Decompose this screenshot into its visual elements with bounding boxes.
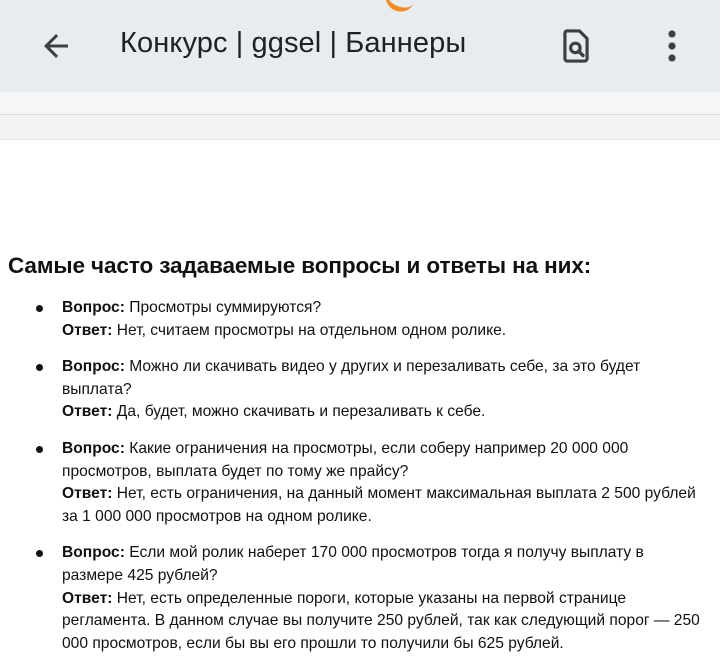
faq-item: [0, 438, 720, 528]
back-arrow-icon: [38, 28, 74, 64]
faq-list: [0, 297, 720, 669]
answer-text: Нет, есть ограничения, на данный момент максимальная выплата 2 500 рублей за 1 000 000 просмотров на одном ролике.: [62, 485, 696, 525]
more-vert-icon: [666, 28, 678, 64]
question-text: Просмотры суммируются?: [129, 299, 322, 316]
question-label: Вопрос:: [62, 544, 125, 562]
app-bar: [0, 0, 720, 92]
answer-label: Ответ:: [62, 485, 113, 503]
find-in-page-icon: [557, 26, 595, 66]
answer-label: Ответ:: [62, 403, 113, 421]
answer-label: Ответ:: [62, 589, 113, 607]
find-in-page-button[interactable]: [551, 20, 601, 72]
loading-indicator: [381, 0, 415, 16]
faq-item: [0, 297, 720, 342]
question-label: Вопрос:: [62, 358, 125, 376]
answer-text: Нет, считаем просмотры на отдельном одном ролике.: [116, 321, 507, 339]
answer-label: Ответ:: [62, 321, 113, 339]
question-text: Если мой ролик наберет 170 000 просмотров тогда я получу выплату в размере 425 рублей?: [62, 544, 644, 584]
question-label: Вопрос:: [62, 439, 125, 457]
question-text: Какие ограничения на просмотры, если соберу например 20 000 000 просмотров, выплата будет по тому же прайсу?: [62, 439, 629, 480]
page-title: Конкурс | ggsel | Баннеры: [120, 27, 467, 59]
answer-text: Да, будет, можно скачивать и перезаливать к себе.: [116, 403, 486, 421]
answer-text: Нет, есть определенные пороги, которые указаны на первой странице регламента. В данном случае вы получите 250 рублей, так как следующий порог — 250 000 просмотров, если бы вы его прошли то получили бы 625 рублей.: [62, 589, 700, 652]
faq-item: [0, 542, 720, 655]
page-separator: [0, 92, 720, 115]
page-separator: [0, 115, 720, 140]
faq-heading: Самые часто задаваемые вопросы и ответы на них:: [8, 253, 592, 278]
more-options-button[interactable]: [650, 20, 694, 72]
back-button[interactable]: [30, 22, 82, 70]
question-text: Можно ли скачивать видео у других и перезаливать себе, за это будет выплата?: [62, 358, 641, 398]
faq-item: [0, 356, 720, 424]
question-label: Вопрос:: [62, 299, 125, 316]
document-page: [0, 140, 720, 669]
